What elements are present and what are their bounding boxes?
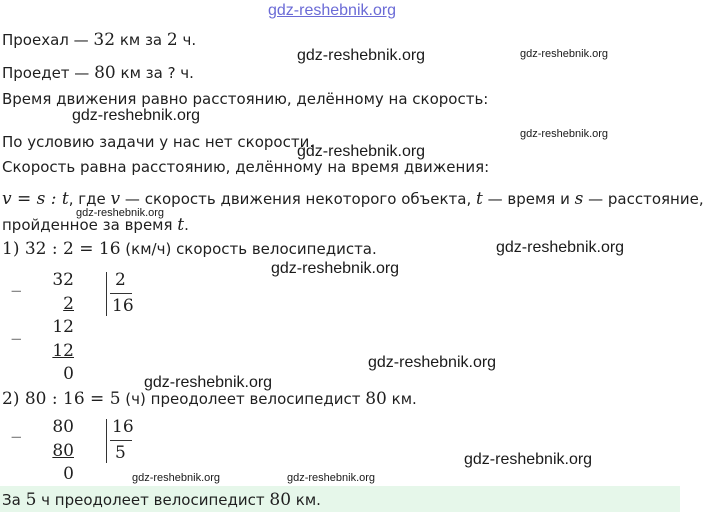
given-text: ч. [177, 31, 197, 49]
formula-text: . [184, 216, 189, 234]
step-1-text: (км/ч) скорость велосипедиста. [120, 240, 377, 258]
subtrahend: 12 [52, 341, 74, 361]
formula-var: s [574, 189, 584, 209]
watermark: gdz-reshebnik.org [520, 48, 609, 60]
quotient: 5 [115, 443, 126, 463]
given-line-1 [2, 30, 196, 50]
theory-line-2: По условию задачи у нас нет скорости. [2, 133, 315, 151]
given-line-2 [2, 63, 194, 83]
quotient: 16 [112, 296, 134, 316]
formula-text: — расстояние, [583, 190, 704, 208]
watermark: gdz-reshebnik.org [132, 472, 221, 484]
formula-text: пройденное за время [2, 216, 178, 234]
given-text: км за [115, 31, 167, 49]
watermark: gdz-reshebnik.org [297, 143, 426, 160]
formula-text: — скорость движения некоторого объекта, [120, 190, 477, 208]
remainder-zero: 0 [63, 364, 74, 384]
watermark: gdz-reshebnik.org [76, 207, 165, 219]
step-2-number: 80 [365, 389, 387, 409]
theory-line-3: Скорость равна расстоянию, делённому на время движения: [2, 158, 490, 176]
watermark: gdz-reshebnik.org [287, 472, 376, 484]
divisor-line [110, 293, 132, 294]
step-1-line [2, 239, 377, 259]
divisor: 2 [115, 270, 126, 290]
answer-number: 5 [25, 490, 37, 510]
watermark: gdz-reshebnik.org [520, 128, 609, 140]
divisor: 16 [112, 417, 134, 437]
answer-number: 80 [269, 490, 292, 510]
watermark: gdz-reshebnik.org [464, 451, 593, 468]
watermark: gdz-reshebnik.org [271, 260, 400, 277]
given-number: 80 [94, 63, 116, 83]
formula-text: — время и [482, 190, 575, 208]
step-2-text: км. [386, 390, 417, 408]
answer-text: За [2, 491, 26, 509]
formula-line [2, 189, 704, 209]
watermark-top: gdz-reshebnik.org [268, 2, 397, 19]
subtrahend: 80 [52, 441, 74, 461]
minus-sign: − [10, 282, 23, 300]
answer-text: ч преодолеет велосипедист [36, 491, 270, 509]
formula-text: , где [68, 190, 111, 208]
watermark: gdz-reshebnik.org [368, 354, 497, 371]
remainder-zero: 0 [63, 464, 74, 484]
minus-sign: − [10, 330, 23, 348]
given-number: 2 [166, 30, 178, 50]
given-text: Проехал — [2, 31, 94, 49]
answer-bar [0, 486, 680, 512]
given-number: 32 [93, 30, 116, 50]
formula-var: t [177, 215, 185, 235]
watermark: gdz-reshebnik.org [496, 239, 625, 256]
step-2-line [2, 389, 417, 409]
divisor-line [110, 440, 132, 441]
answer-text: км. [291, 491, 321, 509]
watermark: gdz-reshebnik.org [144, 374, 273, 391]
given-text: Проедет — [2, 64, 95, 82]
division-bar [106, 272, 107, 316]
formula: v = s : t [2, 189, 69, 209]
step-2-text: (ч) преодолеет велосипедист [120, 390, 366, 408]
theory-line-1: Время движения равно расстоянию, делённому на скорость: [2, 90, 489, 108]
subtrahend: 2 [63, 294, 74, 314]
given-text: км за ? ч. [115, 64, 194, 82]
formula-var: t [476, 189, 483, 209]
division-bar [106, 419, 107, 463]
remainder: 12 [52, 317, 74, 337]
step-2-expression: 2) 80 : 16 = 5 [2, 389, 121, 409]
dividend: 32 [52, 270, 74, 290]
step-1-expression: 1) 32 : 2 = 16 [2, 239, 121, 259]
formula-var: v [110, 189, 121, 209]
dividend: 80 [52, 417, 74, 437]
watermark: gdz-reshebnik.org [72, 107, 201, 124]
answer-line [2, 490, 321, 510]
minus-sign: − [10, 428, 23, 446]
watermark: gdz-reshebnik.org [297, 47, 426, 64]
